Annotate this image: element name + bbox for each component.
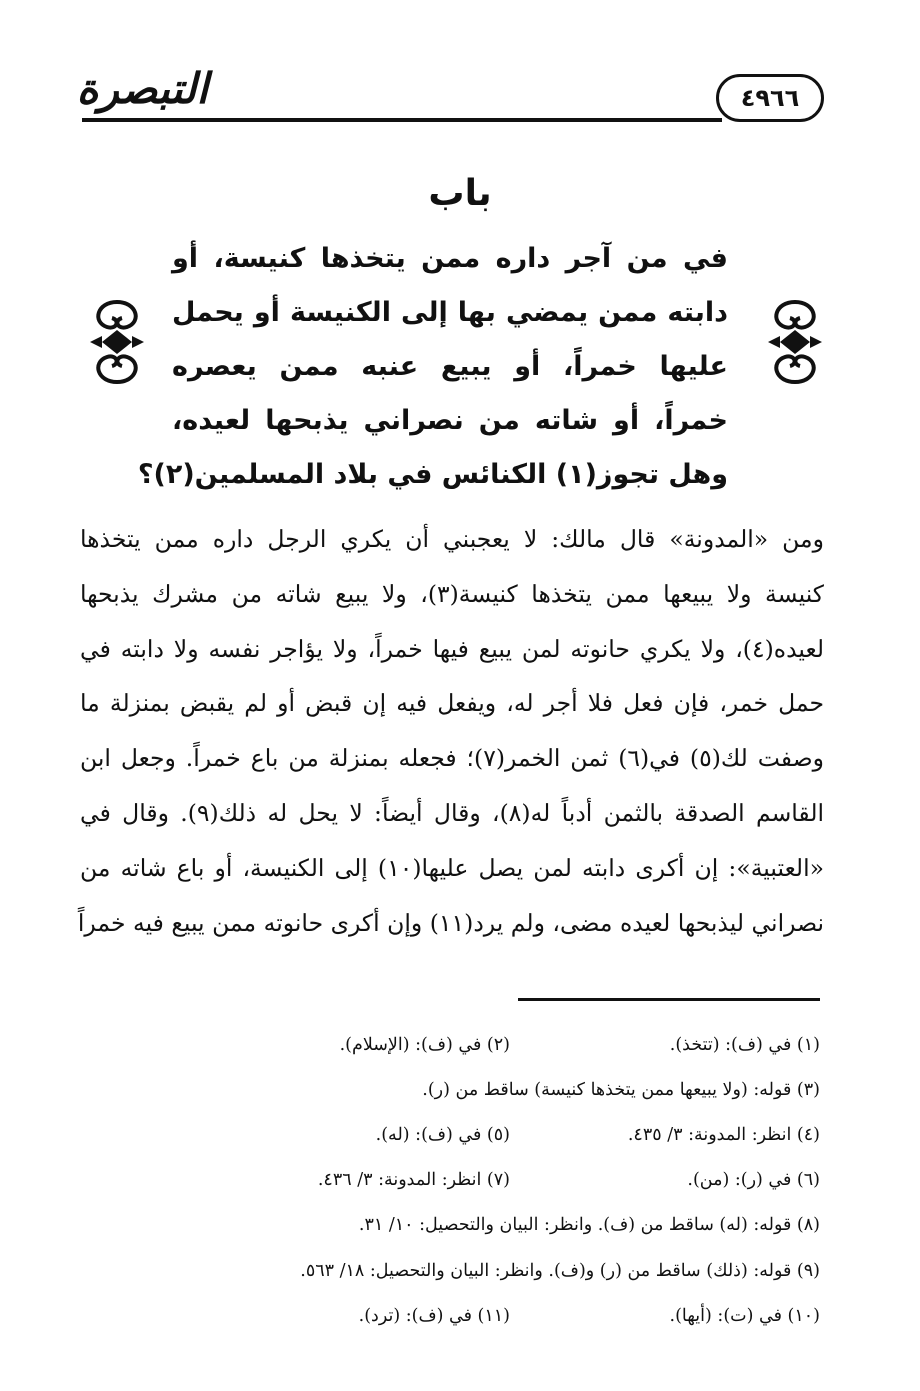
footnotes: [190, 1022, 820, 1338]
body-line: لعيده(٤)، ولا يكري حانوته لمن يبيع فيها خمراً، ولا يؤاجر نفسه ولا دابته في: [80, 634, 824, 663]
footnote: (٧) انظر: المدونة: ٣/ ٤٣٦.: [317, 1170, 510, 1191]
floral-ornament-icon: [760, 292, 830, 392]
footnote: (٣) قوله: (ولا يبيعها ممن يتخذها كنيسة) ساقط من (ر).: [422, 1079, 820, 1100]
footnote-row: [190, 1112, 820, 1157]
footnote-row: [190, 1203, 820, 1248]
body-line: ومن «المدونة» قال مالك: لا يعجبني أن يكري الرجل داره ممن يتخذها: [80, 525, 824, 553]
footnote-row: [190, 1158, 820, 1203]
subtitle-line: عليها خمراً، أو يبيع عنبه ممن يعصره: [172, 351, 728, 382]
body-line: حمل خمر، فإن فعل فلا أجر له، ويفعل فيه إن قبض أو لم يقبض بمنزلة ما: [80, 689, 824, 718]
page-number: ٤٩٦٦: [716, 74, 824, 122]
footnote: (٢) في (ف): (الإسلام).: [339, 1034, 510, 1055]
body-line: القاسم الصدقة بالثمن أدباً له(٨)، وقال أيضاً: لا يحل له ذلك(٩). وقال في: [80, 798, 825, 827]
footnote: (٩) قوله: (ذلك) ساقط من (ر) و(ف). وانظر: البيان والتحصيل: ١٨/ ٥٦٣.: [300, 1260, 820, 1281]
footnote: (١١) في (ف): (ترد).: [358, 1305, 510, 1326]
body-line: كنيسة ولا يبيعها ممن يتخذها كنيسة(٣)، ولا يبيع شاته من مشرك يذبحها: [80, 579, 824, 608]
body-line: وصفت لك(٥) في(٦) ثمن الخمر(٧)؛ فجعله بمنزلة من باع خمراً. وجعل ابن: [80, 744, 824, 773]
footnote: (٥) في (ف): (له).: [375, 1124, 510, 1145]
subtitle-line: خمراً، أو شاته من نصراني يذبحها لعيده،: [172, 405, 728, 436]
chapter-heading: باب: [428, 173, 492, 214]
chapter-subtitle: [137, 232, 728, 502]
subtitle-line: دابته ممن يمضي بها إلى الكنيسة أو يحمل: [172, 297, 728, 328]
footnote: (٦) في (ر): (من).: [687, 1170, 820, 1191]
body-line: «العتبية»: إن أكرى دابته لمن يصل عليها(١٠) إلى الكنيسة، أو باع شاته من: [80, 853, 824, 882]
floral-ornament-icon: [82, 292, 152, 392]
footnote-row: [190, 1293, 820, 1338]
body-line: نصراني ليذبحها لعيده مضى، ولم يرد(١١) وإن أكرى حانوته ممن يبيع فيه خمراً: [77, 908, 824, 937]
body-paragraph: [77, 512, 825, 950]
footnote-row: [190, 1067, 820, 1112]
subtitle-line: وهل تجوز(١) الكنائس في بلاد المسلمين(٢)؟: [137, 459, 728, 490]
footnote-row: [190, 1248, 820, 1293]
footnote: (٤) انظر: المدونة: ٣/ ٤٣٥.: [627, 1124, 820, 1145]
subtitle-line: في من آجر داره ممن يتخذها كنيسة، أو: [172, 243, 728, 274]
footnote: (١) في (ف): (تتخذ).: [669, 1034, 820, 1055]
footnote: (١٠) في (ت): (أيها).: [669, 1305, 820, 1326]
footnote-separator: [518, 998, 820, 1001]
footnote-row: [190, 1022, 820, 1067]
book-title-logo: التبصرة: [76, 64, 208, 113]
header-rule: [82, 118, 722, 122]
footnote: (٨) قوله: (له) ساقط من (ف). وانظر: البيان والتحصيل: ١٠/ ٣١.: [358, 1215, 820, 1236]
